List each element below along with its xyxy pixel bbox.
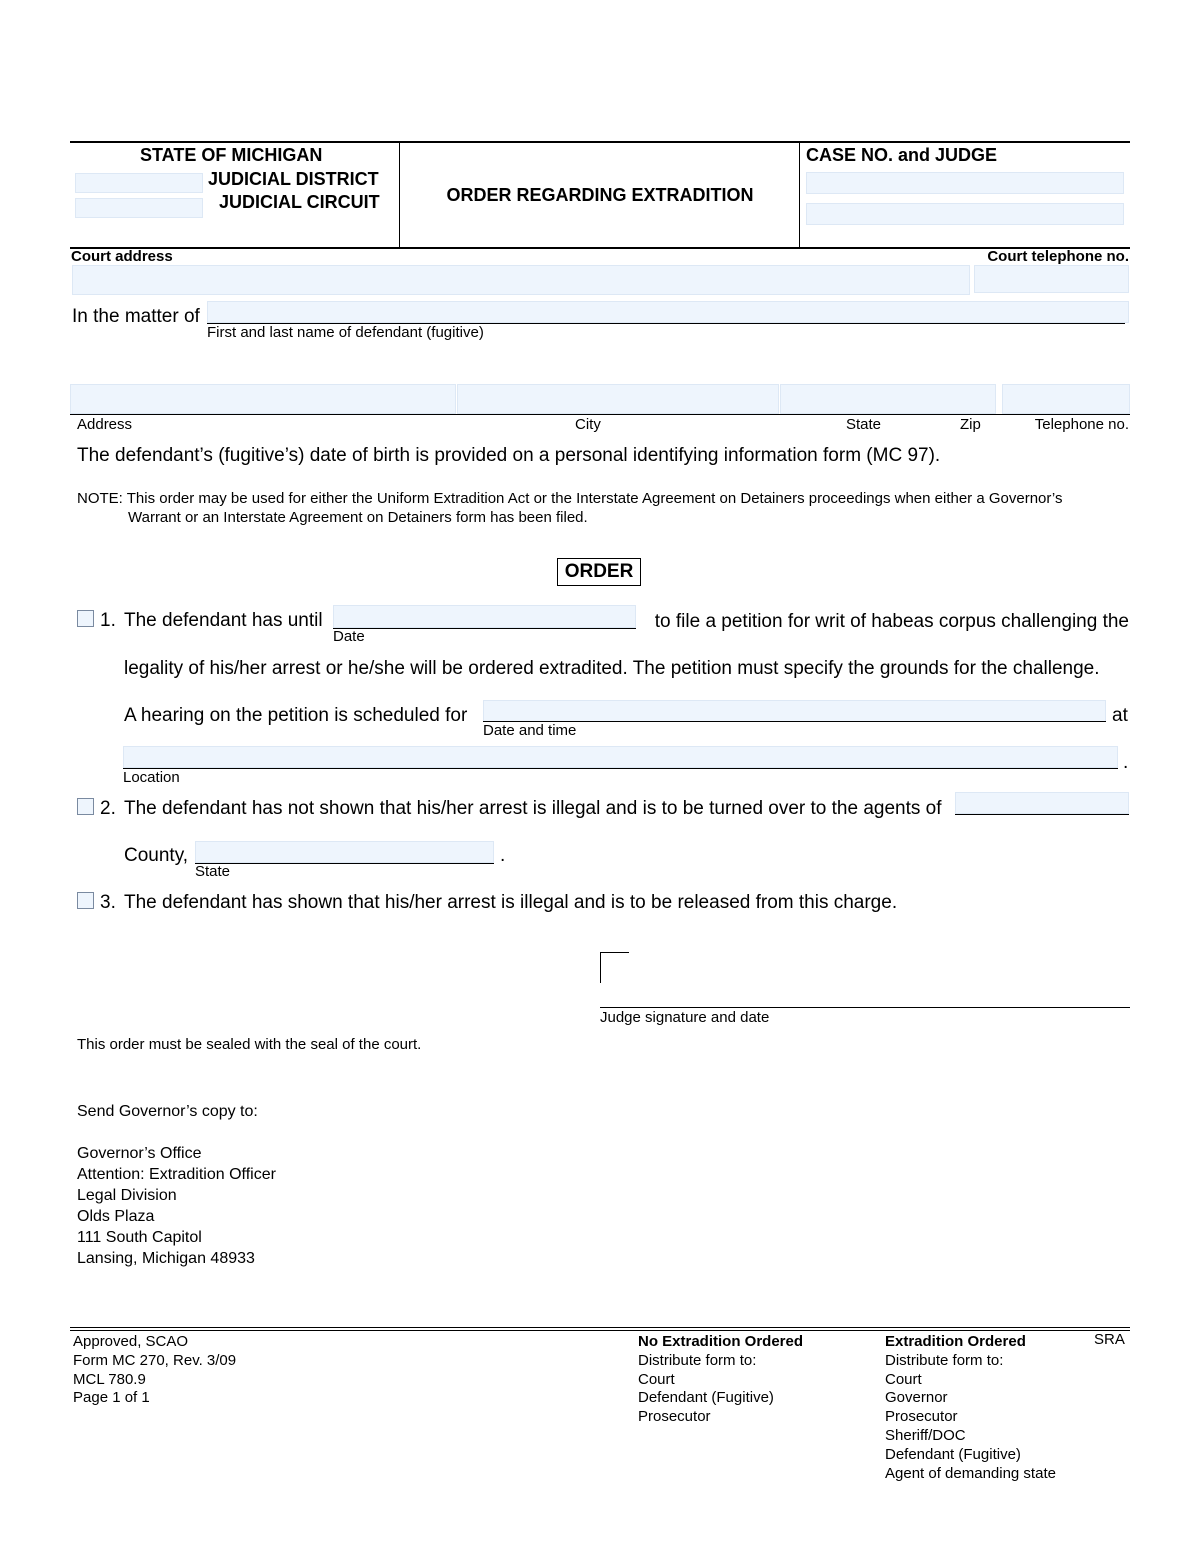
location-caption: Location <box>123 769 180 786</box>
hearing-datetime-line <box>483 721 1106 722</box>
item-2-checkbox[interactable] <box>77 798 94 815</box>
item-2-text: The defendant has not shown that his/her arrest is illegal and is to be turned over to the agents of <box>124 798 942 819</box>
governor-address-line: Legal Division <box>77 1187 177 1204</box>
header-bottom-rule <box>70 247 1130 249</box>
extradition-distribution <box>885 1333 1056 1483</box>
governor-address-line: Attention: Extradition Officer <box>77 1166 276 1183</box>
telephone-caption: Telephone no. <box>1034 416 1129 433</box>
send-governor-label: Send Governor’s copy to: <box>77 1103 258 1120</box>
county-period: . <box>500 845 506 866</box>
item-1-checkbox[interactable] <box>77 610 94 627</box>
item-3-text: The defendant has shown that his/her arrest is illegal and is to be released from this charge. <box>124 892 898 913</box>
judge-field[interactable] <box>806 203 1124 225</box>
court-address-label: Court address <box>71 248 173 265</box>
circuit-field[interactable] <box>75 198 203 218</box>
petition-date-caption: Date <box>333 628 365 645</box>
distribution-line: Defendant (Fugitive) <box>638 1389 774 1407</box>
note-line-2: Warrant or an Interstate Agreement on Detainers form has been filed. <box>128 509 588 526</box>
governor-address-line: 111 South Capitol <box>77 1229 202 1246</box>
footer-rule-1 <box>70 1327 1130 1328</box>
governor-address-line: Lansing, Michigan 48933 <box>77 1250 255 1267</box>
court-address-field[interactable] <box>72 265 970 295</box>
city-caption: City <box>575 416 601 433</box>
distribution-line: Governor <box>885 1389 948 1407</box>
signature-line <box>600 1007 1130 1008</box>
governor-address-line: Olds Plaza <box>77 1208 155 1225</box>
item-3-number: 3. <box>100 892 116 913</box>
footer-info-line: Page 1 of 1 <box>73 1389 150 1407</box>
location-period: . <box>1123 752 1129 773</box>
footer-info-line: Approved, SCAO <box>73 1333 189 1350</box>
petition-deadline-date-field[interactable] <box>333 605 636 628</box>
district-field[interactable] <box>75 173 203 193</box>
agents-of-field[interactable] <box>955 792 1129 814</box>
county-state-line <box>195 863 494 864</box>
item-3-checkbox[interactable] <box>77 892 94 909</box>
no-extradition-title: No Extradition Ordered <box>638 1333 804 1350</box>
footer-rule-2 <box>70 1330 1130 1331</box>
court-telephone-field[interactable] <box>974 265 1129 293</box>
court-telephone-label: Court telephone no. <box>987 248 1129 265</box>
address-row-line <box>70 414 1130 415</box>
defendant-name-caption: First and last name of defendant (fugitive) <box>207 324 484 341</box>
note-line-1: NOTE: This order may be used for either the Uniform Extradition Act or the Interstate Agreement on Detainers proceedings when either a Governor’s <box>77 490 1063 507</box>
item-1-text-b: to file a petition for writ of habeas corpus challenging the <box>654 611 1129 632</box>
footer-code: SRA <box>1094 1331 1125 1348</box>
district-label: JUDICIAL DISTRICT <box>208 169 379 189</box>
item-2-number: 2. <box>100 798 116 819</box>
address-caption: Address <box>77 416 133 433</box>
case-label: CASE NO. and JUDGE <box>806 145 998 165</box>
judge-signature-field[interactable] <box>630 955 1125 1005</box>
matter-label: In the matter of <box>72 306 200 327</box>
distribution-line: Prosecutor <box>885 1408 958 1426</box>
state-title: STATE OF MICHIGAN <box>140 145 323 165</box>
defendant-address-field[interactable] <box>70 384 456 414</box>
footer-form-info <box>73 1333 236 1408</box>
zip-caption: Zip <box>960 416 981 433</box>
hearing-location-line <box>123 768 1118 769</box>
no-extradition-distribution <box>638 1333 803 1427</box>
hearing-text: A hearing on the petition is scheduled for <box>124 705 468 726</box>
circuit-label: JUDICIAL CIRCUIT <box>219 192 380 212</box>
distribution-line: Distribute form to: <box>885 1351 1004 1369</box>
county-state-field[interactable] <box>195 841 494 863</box>
order-heading: ORDER <box>557 558 641 586</box>
hearing-location-field[interactable] <box>123 746 1118 768</box>
governor-address <box>77 1143 276 1269</box>
distribution-line: Defendant (Fugitive) <box>885 1445 1021 1463</box>
distribution-line: Court <box>638 1370 675 1388</box>
case-number-field[interactable] <box>806 172 1124 194</box>
signature-caption: Judge signature and date <box>600 1009 770 1026</box>
distribution-line: Court <box>885 1370 922 1388</box>
item-1-text-a: The defendant has until <box>124 610 323 631</box>
distribution-line: Distribute form to: <box>638 1351 757 1369</box>
footer-info-line: MCL 780.9 <box>73 1370 146 1388</box>
state-caption: State <box>846 416 882 433</box>
footer-info-line: Form MC 270, Rev. 3/09 <box>73 1351 237 1369</box>
form-title: ORDER REGARDING EXTRADITION <box>446 185 754 205</box>
distribution-line: Agent of demanding state <box>885 1464 1056 1482</box>
seal-statement: This order must be sealed with the seal of the court. <box>77 1036 422 1053</box>
defendant-name-field[interactable] <box>207 301 1129 323</box>
dob-statement: The defendant’s (fugitive’s) date of birth is provided on a personal identifying information form (MC 97). <box>77 445 941 466</box>
county-label: County, <box>124 845 189 866</box>
distribution-line: Prosecutor <box>638 1408 711 1426</box>
header-top-rule <box>70 141 1130 143</box>
distribution-line: Sheriff/DOC <box>885 1426 966 1444</box>
defendant-telephone-field[interactable] <box>1002 384 1130 414</box>
defendant-city-field[interactable] <box>457 384 779 414</box>
hearing-datetime-field[interactable] <box>483 700 1106 722</box>
county-state-caption: State <box>195 863 231 880</box>
hearing-datetime-caption: Date and time <box>483 722 577 739</box>
signature-corner-mark <box>600 952 629 983</box>
hearing-at-text: at <box>1112 705 1128 726</box>
defendant-state-zip-field[interactable] <box>780 384 996 414</box>
extradition-title: Extradition Ordered <box>885 1333 1026 1350</box>
governor-address-line: Governor’s Office <box>77 1145 202 1162</box>
agents-of-line <box>955 814 1129 815</box>
item-1-number: 1. <box>100 610 116 631</box>
petition-deadline-line <box>333 628 636 629</box>
item-1-line-2: legality of his/her arrest or he/she will be ordered extradited. The petition must specify the grounds for the challenge. <box>124 658 1100 679</box>
